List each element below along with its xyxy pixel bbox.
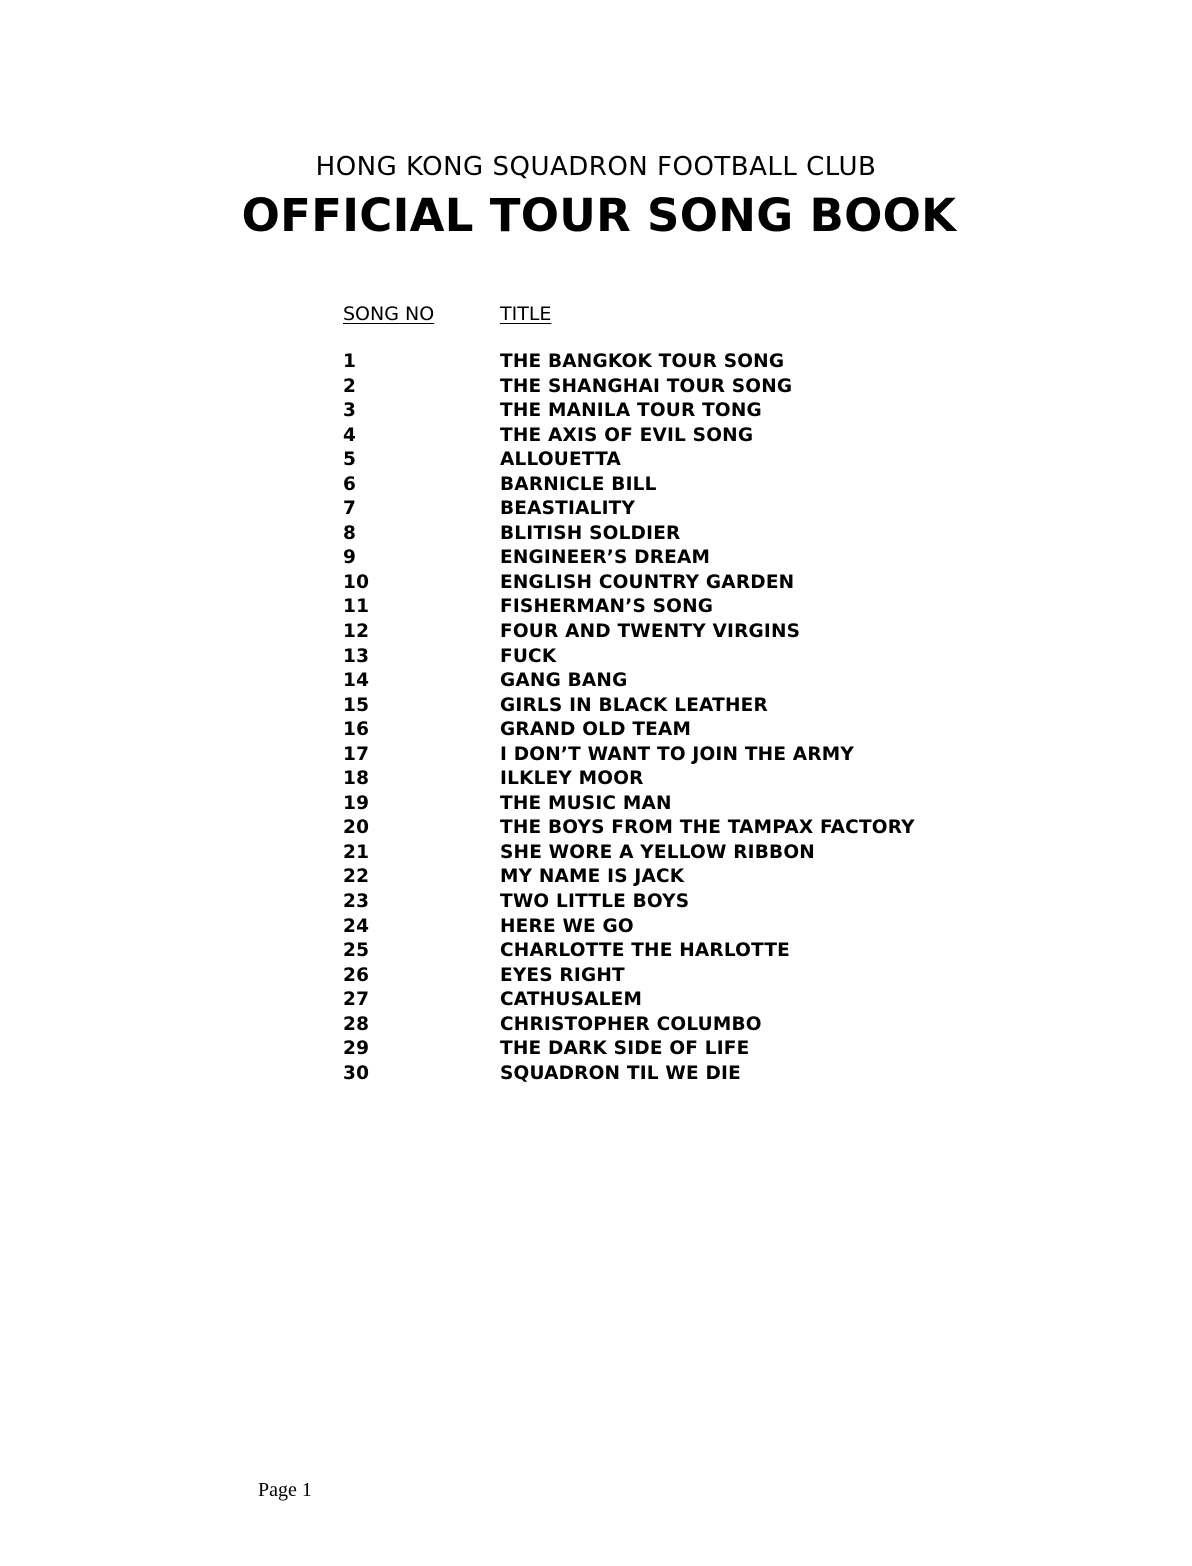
song-title: ENGINEER’S DREAM: [500, 547, 711, 569]
song-row: [343, 694, 903, 719]
page-number-footer: Page 1: [258, 1479, 312, 1501]
song-number: 4: [343, 424, 357, 446]
song-row: [343, 816, 915, 841]
club-name-heading: HONG KONG SQUADRON FOOTBALL CLUB: [315, 152, 877, 182]
song-title: THE BANGKOK TOUR SONG: [500, 351, 785, 372]
song-title: ALLOUETTA: [500, 449, 621, 471]
song-row: [343, 1037, 903, 1062]
song-row: [343, 522, 903, 547]
title-column-header: TITLE: [500, 303, 552, 325]
song-title: ILKLEY MOOR: [500, 768, 644, 790]
song-row: [343, 743, 903, 768]
song-number: 7: [343, 498, 357, 520]
song-number: 27: [343, 989, 370, 1011]
song-title: MY NAME IS JACK: [500, 866, 685, 888]
song-number: 3: [343, 400, 357, 422]
song-row: [343, 620, 903, 645]
song-title: ENGLISH COUNTRY GARDEN: [500, 571, 795, 593]
song-row: [343, 595, 903, 620]
song-row: [343, 792, 903, 817]
song-number: 24: [343, 915, 370, 937]
song-list: [343, 350, 915, 1086]
song-title: I DON’T WANT TO JOIN THE ARMY: [500, 743, 854, 765]
song-title: THE AXIS OF EVIL SONG: [500, 424, 754, 446]
song-number: 12: [343, 621, 370, 643]
song-number: 6: [343, 473, 357, 495]
song-row: [343, 964, 903, 989]
song-number: 29: [343, 1038, 370, 1060]
song-number: 11: [343, 596, 370, 618]
song-row: [343, 645, 903, 670]
song-number: 2: [343, 375, 357, 397]
song-row: [343, 988, 903, 1013]
song-title: BARNICLE BILL: [500, 473, 657, 495]
song-number: 16: [343, 719, 370, 741]
song-number: 20: [343, 817, 370, 839]
song-title: CATHUSALEM: [500, 989, 643, 1011]
song-row: [343, 718, 903, 743]
song-title: FOUR AND TWENTY VIRGINS: [500, 621, 801, 643]
song-title: EYES RIGHT: [500, 964, 625, 986]
song-number: 30: [343, 1062, 370, 1084]
book-title-heading: OFFICIAL TOUR SONG BOOK: [241, 189, 957, 242]
song-no-column-header: SONG NO: [343, 303, 435, 325]
song-row: [343, 669, 903, 694]
song-row: [343, 424, 903, 449]
song-row: [343, 350, 903, 375]
song-row: [343, 546, 903, 571]
song-row: [343, 571, 903, 596]
song-number: 5: [343, 449, 357, 471]
song-title: CHARLOTTE THE HARLOTTE: [500, 940, 791, 962]
song-title: FUCK: [500, 645, 557, 667]
song-title: FISHERMAN’S SONG: [500, 596, 714, 618]
song-number: 14: [343, 670, 370, 692]
song-number: 18: [343, 768, 370, 790]
song-row: [343, 473, 903, 498]
song-title: GIRLS IN BLACK LEATHER: [500, 694, 768, 716]
song-number: 19: [343, 792, 370, 814]
song-row: [343, 1013, 903, 1038]
song-row: [343, 841, 903, 866]
song-number: 28: [343, 1013, 370, 1035]
song-number: 21: [343, 841, 370, 863]
song-title: BLITISH SOLDIER: [500, 522, 681, 544]
song-title: THE DARK SIDE OF LIFE: [500, 1038, 750, 1060]
song-row: [343, 890, 903, 915]
song-title: THE MANILA TOUR TONG: [500, 400, 762, 422]
song-number: 22: [343, 866, 370, 888]
song-title: GANG BANG: [500, 670, 628, 692]
song-row: [343, 1062, 903, 1087]
song-title: THE SHANGHAI TOUR SONG: [500, 375, 793, 397]
song-index-table: [343, 300, 915, 1084]
song-title: GRAND OLD TEAM: [500, 719, 692, 741]
song-number: 17: [343, 743, 370, 765]
song-row: [343, 915, 903, 940]
song-row: [343, 767, 903, 792]
table-header-row: [343, 300, 903, 330]
song-number: 10: [343, 571, 370, 593]
song-number: 23: [343, 891, 370, 913]
song-row: [343, 448, 903, 473]
song-title: BEASTIALITY: [500, 498, 636, 520]
song-title: SQUADRON TIL WE DIE: [500, 1062, 741, 1084]
song-row: [343, 497, 903, 522]
song-title: CHRISTOPHER COLUMBO: [500, 1013, 762, 1035]
song-title: SHE WORE A YELLOW RIBBON: [500, 841, 815, 863]
song-title: HERE WE GO: [500, 915, 634, 937]
song-row: [343, 939, 903, 964]
song-number: 9: [343, 547, 357, 569]
song-title: THE BOYS FROM THE TAMPAX FACTORY: [500, 817, 915, 839]
song-number: 1: [343, 351, 357, 372]
song-row: [343, 865, 903, 890]
song-number: 26: [343, 964, 370, 986]
song-number: 13: [343, 645, 370, 667]
song-title: TWO LITTLE BOYS: [500, 891, 690, 913]
song-row: [343, 399, 903, 424]
song-row: [343, 375, 903, 400]
song-title: THE MUSIC MAN: [500, 792, 672, 814]
song-number: 15: [343, 694, 370, 716]
song-number: 8: [343, 522, 357, 544]
song-number: 25: [343, 940, 370, 962]
